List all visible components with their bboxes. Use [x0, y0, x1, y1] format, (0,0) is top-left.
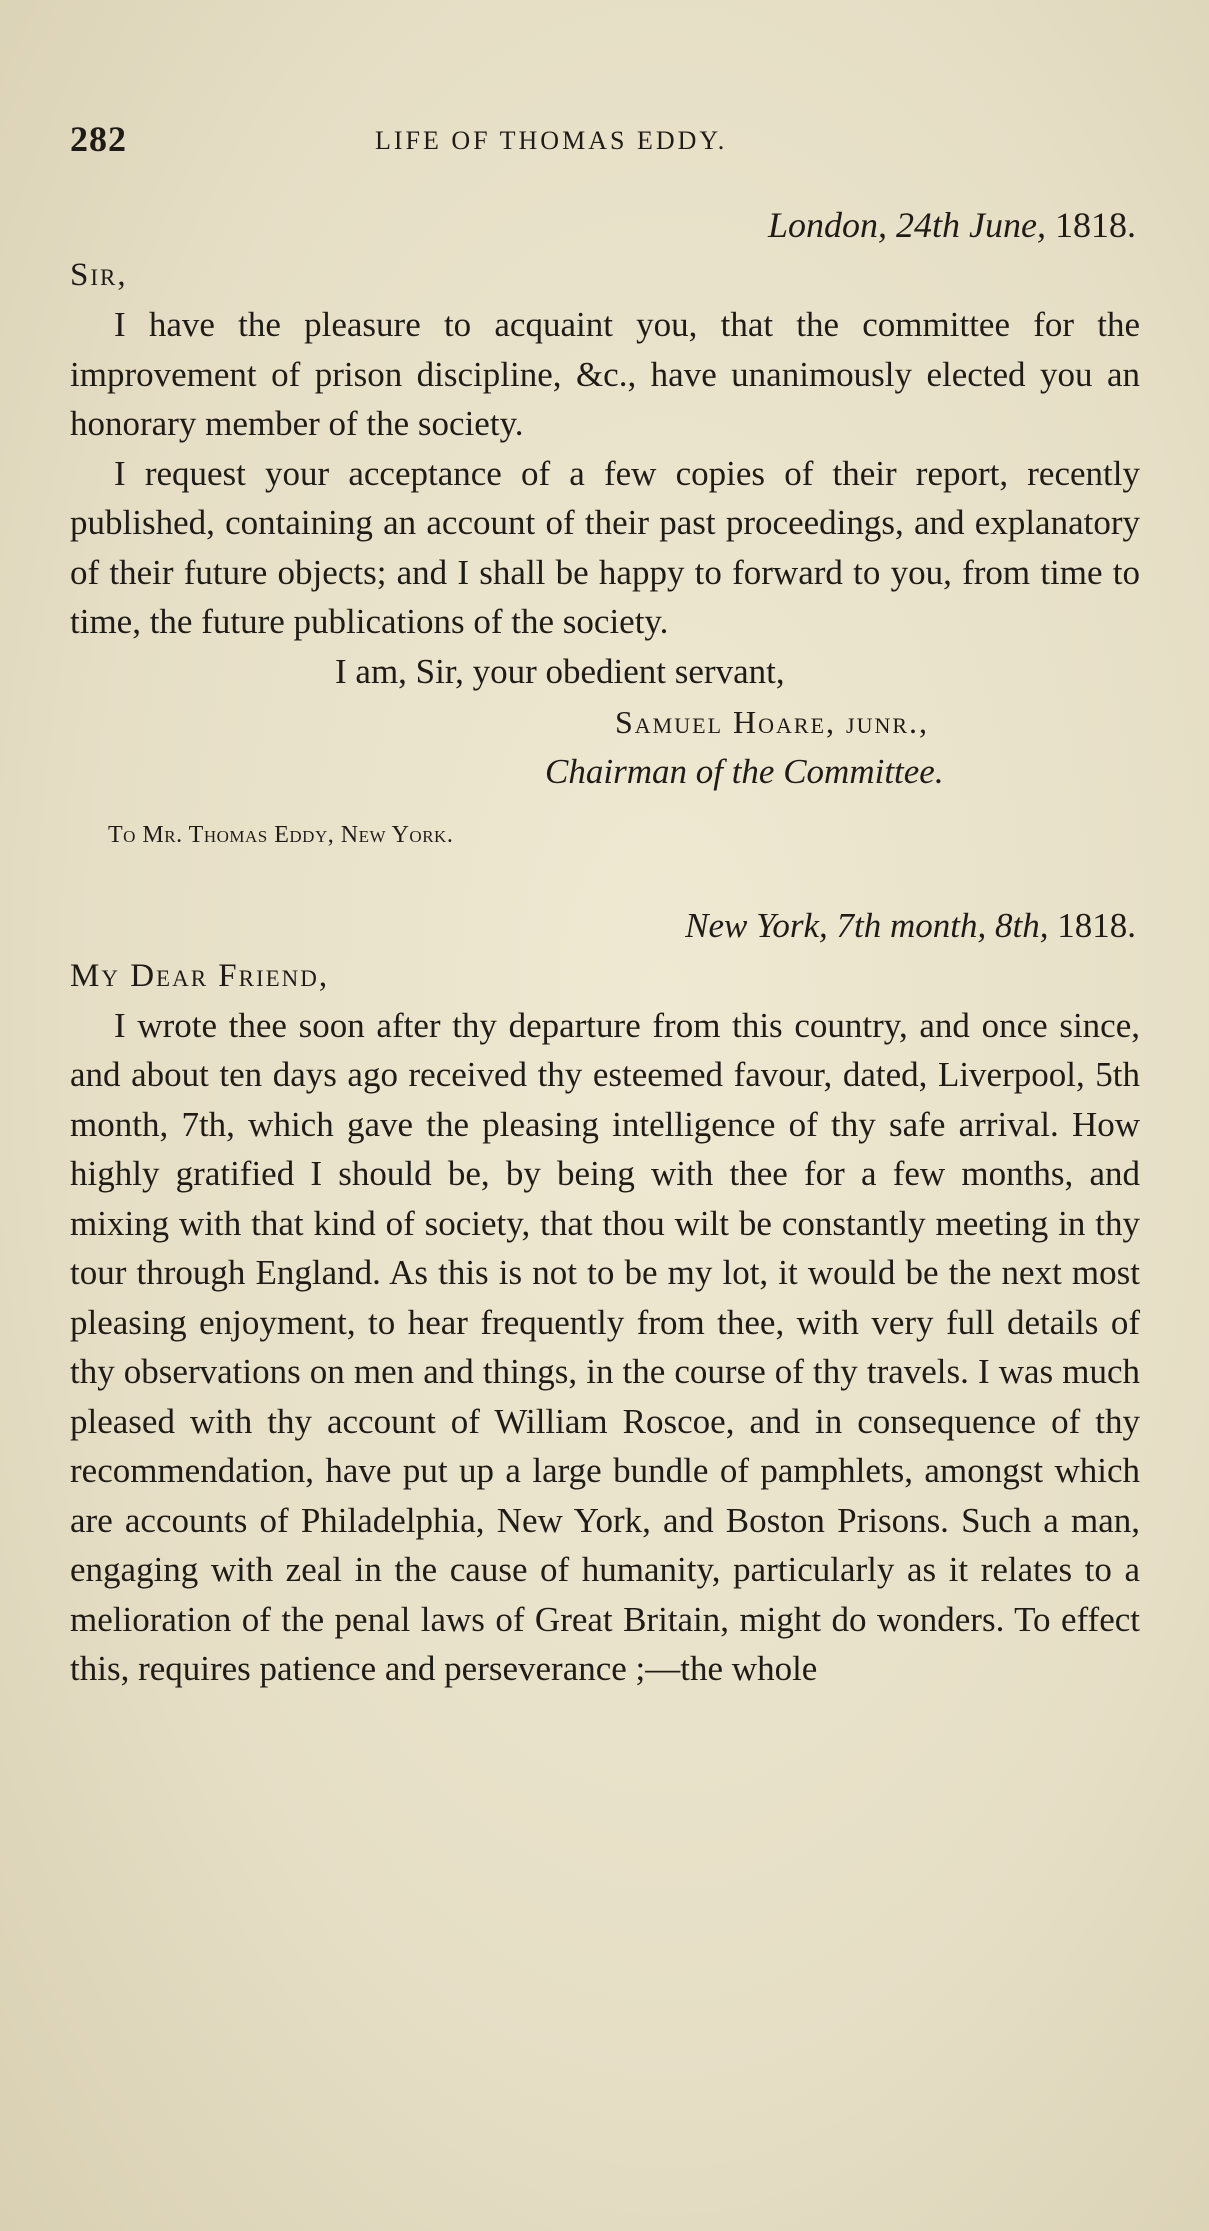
letter2-date [70, 901, 1140, 951]
letter1-salutation: Sir, [70, 257, 128, 293]
letter-from-samuel-hoare [70, 200, 1140, 855]
letter1-paragraph-1: I have the pleasure to acquaint you, that the committee for the improvement of prison discipline, &c., have unanimously elected you an honorary member of the society. [70, 305, 1140, 443]
letter-to-friend [70, 901, 1140, 1694]
page-number: 282 [70, 119, 127, 159]
letter1-date-year: 1818. [1055, 205, 1136, 245]
letter2-paragraph: I wrote thee soon after thy departure from this country, and once since, and about ten days ago received thy esteemed favour, dated, Liverpool, 5th month, 7th, which gave the pleasing intelligence of thy safe arrival. How highly gratified I should be, by being with thee for a few months, and mixing with that kind of society, that thou wilt be constantly meeting in thy tour through England. As this is not to be my lot, it would be the next most pleasing enjoyment, to hear frequently from thee, with very full details of thy observations on men and things, in the course of thy travels. I was much pleased with thy account of William Roscoe, and in consequence of thy recommendation, have put up a large bundle of pamphlets, amongst which are accounts of Philadelphia, New York, and Boston Prisons. Such a man, engaging with zeal in the cause of humanity, particularly as it relates to a melioration of the penal laws of Great Britain, might do wonders. To effect this, requires patience and perseverance ;—the whole [70, 1005, 1140, 1688]
letter1-closing: I am, Sir, your obedient servant, [335, 651, 785, 691]
letter1-paragraph-2: I request your acceptance of a few copies of their report, recently published, containing an account of their past proceedings, and explanatory of their future objects; and I shall be happy to forward to you, from time to time, the future publications of the society. [70, 453, 1140, 641]
letter1-signature-name: Samuel Hoare, junr., [615, 703, 930, 740]
page-header [70, 110, 1140, 170]
letter2-salutation: My Dear Friend, [70, 957, 330, 994]
letter1-addressee: To Mr. Thomas Eddy, New York. [108, 821, 454, 848]
letter1-signature-title: Chairman of the Committee. [545, 751, 944, 791]
letter1-date-place: London, 24th June, [768, 205, 1046, 245]
letter2-date-year: 1818. [1057, 905, 1136, 945]
book-page [70, 110, 1140, 1694]
letter1-date [70, 200, 1140, 250]
running-head: LIFE OF THOMAS EDDY. [375, 126, 728, 155]
letter2-date-place: New York, 7th month, 8th, [685, 905, 1049, 945]
